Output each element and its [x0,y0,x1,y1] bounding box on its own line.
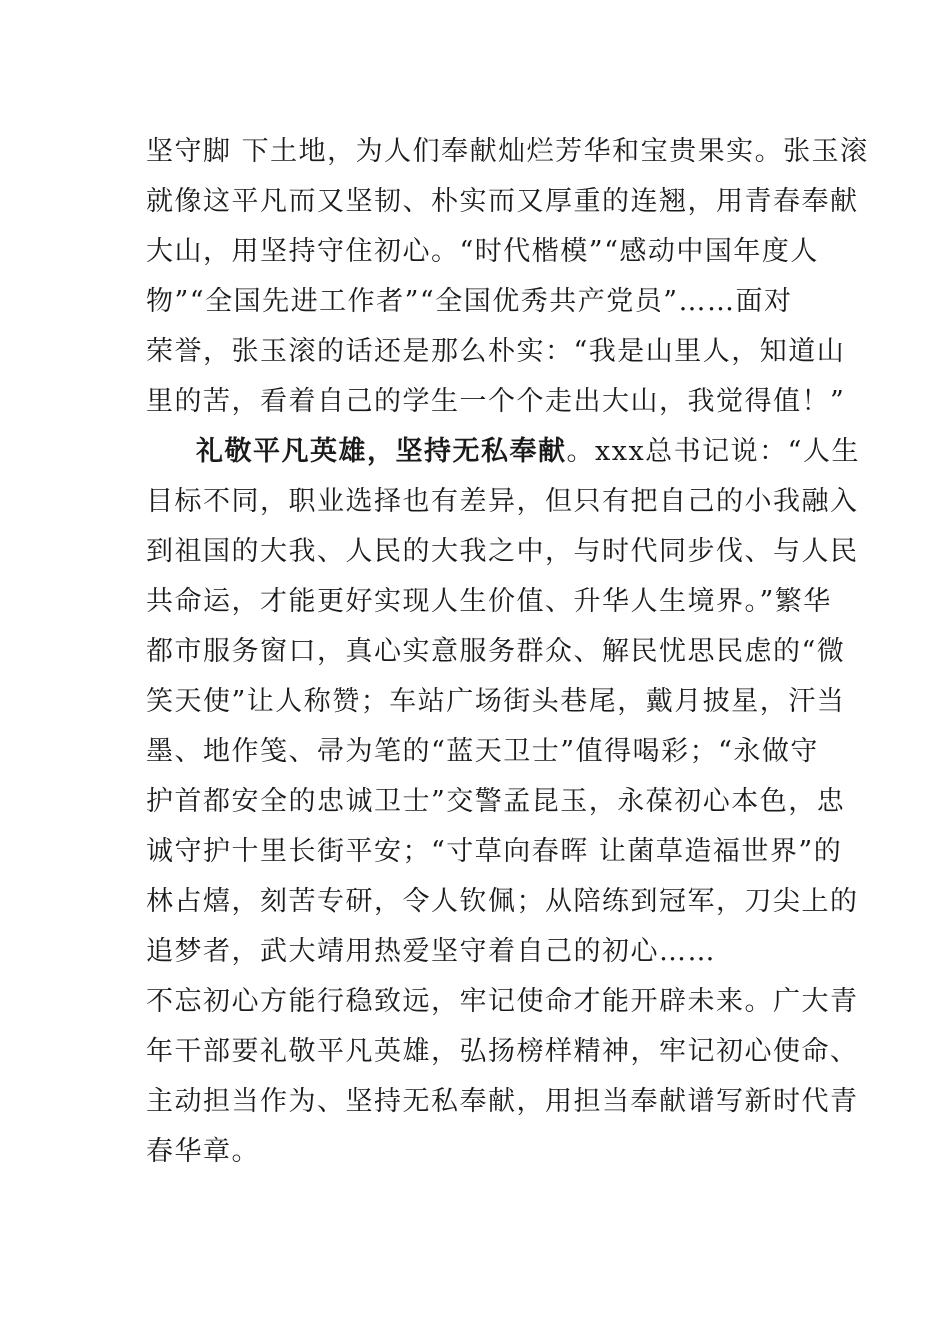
body-text-line: 不忘初心方能行稳致远，牢记使命才能开辟未来。广大青 [146,986,859,1017]
body-text-line: 荣誉，张玉滚的话还是那么朴实：“我是山里人，知道山 [146,336,846,367]
body-text-line: 物”“全国先进工作者”“全国优秀共产党员”……面对 [146,286,793,317]
body-text-line: 目标不同，职业选择也有差异，但只有把自己的小我融入 [146,486,859,517]
body-text-line: 坚守脚 下土地，为人们奉献灿烂芳华和宝贵果实。张玉滚 [146,136,869,167]
body-text-line: 护首都安全的忠诚卫士”交警孟昆玉，永葆初心本色，忠 [146,786,846,817]
body-text-line: 春华章。 [146,1136,260,1167]
body-text-line: 主动担当作为、坚持无私奉献，用担当奉献谱写新时代青 [146,1086,859,1117]
body-text-line: 诚守护十里长街平安；“寸草向春晖 让菌草造福世界”的 [146,836,843,867]
body-text-line: 到祖国的大我、人民的大我之中，与时代同步伐、与人民 [146,536,859,567]
body-text: 。xxx总书记说：“人生 [566,436,860,467]
paragraph-first-line [196,434,860,470]
body-text-line: 大山，用坚持守住初心。“时代楷模”“感动中国年度人 [146,236,819,267]
body-text-line: 林占熺，刻苦专研，令人钦佩；从陪练到冠军，刀尖上的 [146,886,859,917]
body-text-line: 就像这平凡而又坚韧、朴实而又厚重的连翘，用青春奉献 [146,186,859,217]
body-text-line: 追梦者，武大靖用热爱坚守着自己的初心…… [146,936,716,967]
body-text-line: 墨、地作笺、帚为笔的“蓝天卫士”值得喝彩；“永做守 [146,736,819,767]
body-text-line: 里的苦，看着自己的学生一个个走出大山，我觉得值！” [146,386,846,417]
body-text-line: 共命运，才能更好实现人生价值、升华人生境界。”繁华 [146,586,832,617]
section-heading: 礼敬平凡英雄，坚持无私奉献 [196,436,567,467]
body-text-line: 年干部要礼敬平凡英雄，弘扬榜样精神，牢记初心使命、 [146,1036,859,1067]
body-text-line: 都市服务窗口，真心实意服务群众、解民忧思民虑的“微 [146,636,846,667]
body-text-line: 笑天使”让人称赞；车站广场街头巷尾，戴月披星，汗当 [146,686,846,717]
